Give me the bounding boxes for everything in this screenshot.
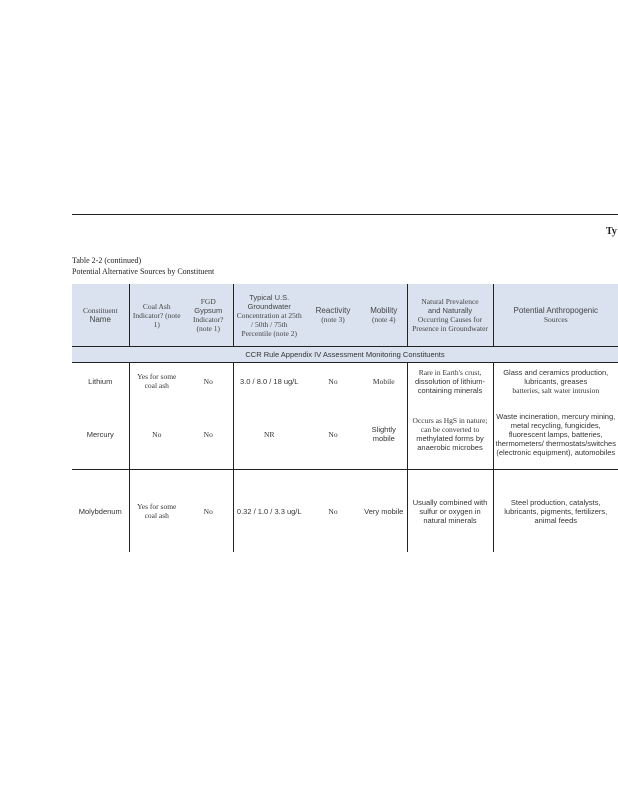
constituent-name: Lithium	[72, 363, 129, 400]
groundwater-concentration: NR	[233, 399, 305, 470]
mobility-value: Very mobile	[361, 470, 407, 553]
section-title: CCR Rule Appendix IV Assessment Monitoring Constituents	[72, 347, 618, 363]
anthropogenic-sources: Steel production, catalysts, lubricants, pigments, fertilizers, animal feeds	[493, 470, 618, 553]
page-top-rule	[72, 214, 618, 215]
coal-ash-indicator: Yes for some coal ash	[129, 363, 184, 400]
header-fgd-gypsum: FGD Gypsum Indicator? (note 1)	[184, 284, 233, 347]
anthropogenic-sources: Glass and ceramics production, lubricants, greases batteries, salt water intrusion	[493, 363, 618, 400]
alternative-sources-table	[72, 284, 618, 552]
table-caption-subtitle: Potential Alternative Sources by Constituent	[72, 267, 215, 276]
groundwater-concentration: 0.32 / 1.0 / 3.3 ug/L	[233, 470, 305, 553]
table-row-molybdenum	[72, 470, 618, 553]
table-caption-title: Table 2-2 (continued)	[72, 256, 142, 265]
table-row-mercury	[72, 399, 618, 470]
groundwater-concentration: 3.0 / 8.0 / 18 ug/L	[233, 363, 305, 400]
coal-ash-indicator: Yes for some coal ash	[129, 470, 184, 553]
natural-prevalence: Rare in Earth's crust, dissolution of lithium-containing minerals	[407, 363, 493, 400]
reactivity-value: No	[305, 363, 361, 400]
anthropogenic-sources: Waste incineration, mercury mining, metal recycling, fungicides, fluorescent lamps, batteries, thermometers/ thermostats/switches (electronic equipment), automobiles	[493, 399, 618, 470]
mobility-value: Mobile	[361, 363, 407, 400]
header-mobility: Mobility (note 4)	[361, 284, 407, 347]
natural-prevalence: Usually combined with sulfur or oxygen in natural minerals	[407, 470, 493, 553]
header-groundwater-concentration: Typical U.S. Groundwater Concentration at 25th / 50th / 75th Percentile (note 2)	[233, 284, 305, 347]
constituent-name: Molybdenum	[72, 470, 129, 553]
table-row-lithium	[72, 363, 618, 400]
reactivity-value: No	[328, 429, 338, 439]
header-anthropogenic-sources: Potential Anthropogenic Sources	[493, 284, 618, 347]
fgd-indicator: No	[203, 429, 213, 439]
header-row	[72, 284, 618, 347]
header-reactivity: Reactivity (note 3)	[305, 284, 361, 347]
fgd-indicator: No	[184, 470, 233, 553]
fgd-indicator: No	[184, 363, 233, 400]
reactivity-value: No	[305, 470, 361, 553]
header-coal-ash: Coal Ash Indicator? (note 1)	[129, 284, 184, 347]
header-constituent-name: Constituent Name	[72, 284, 129, 347]
page-header-fragment: Ty	[606, 226, 617, 237]
header-natural-prevalence: Natural Prevalence and Naturally Occurring Causes for Presence in Groundwater	[407, 284, 493, 347]
natural-prevalence: Occurs as HgS in nature; can be converted to methylated forms by anaerobic microbes	[407, 399, 493, 470]
constituent-name: Mercury	[86, 429, 114, 439]
coal-ash-indicator: No	[129, 399, 184, 470]
mobility-value: Slightly mobile	[371, 425, 396, 443]
section-row	[72, 347, 618, 363]
